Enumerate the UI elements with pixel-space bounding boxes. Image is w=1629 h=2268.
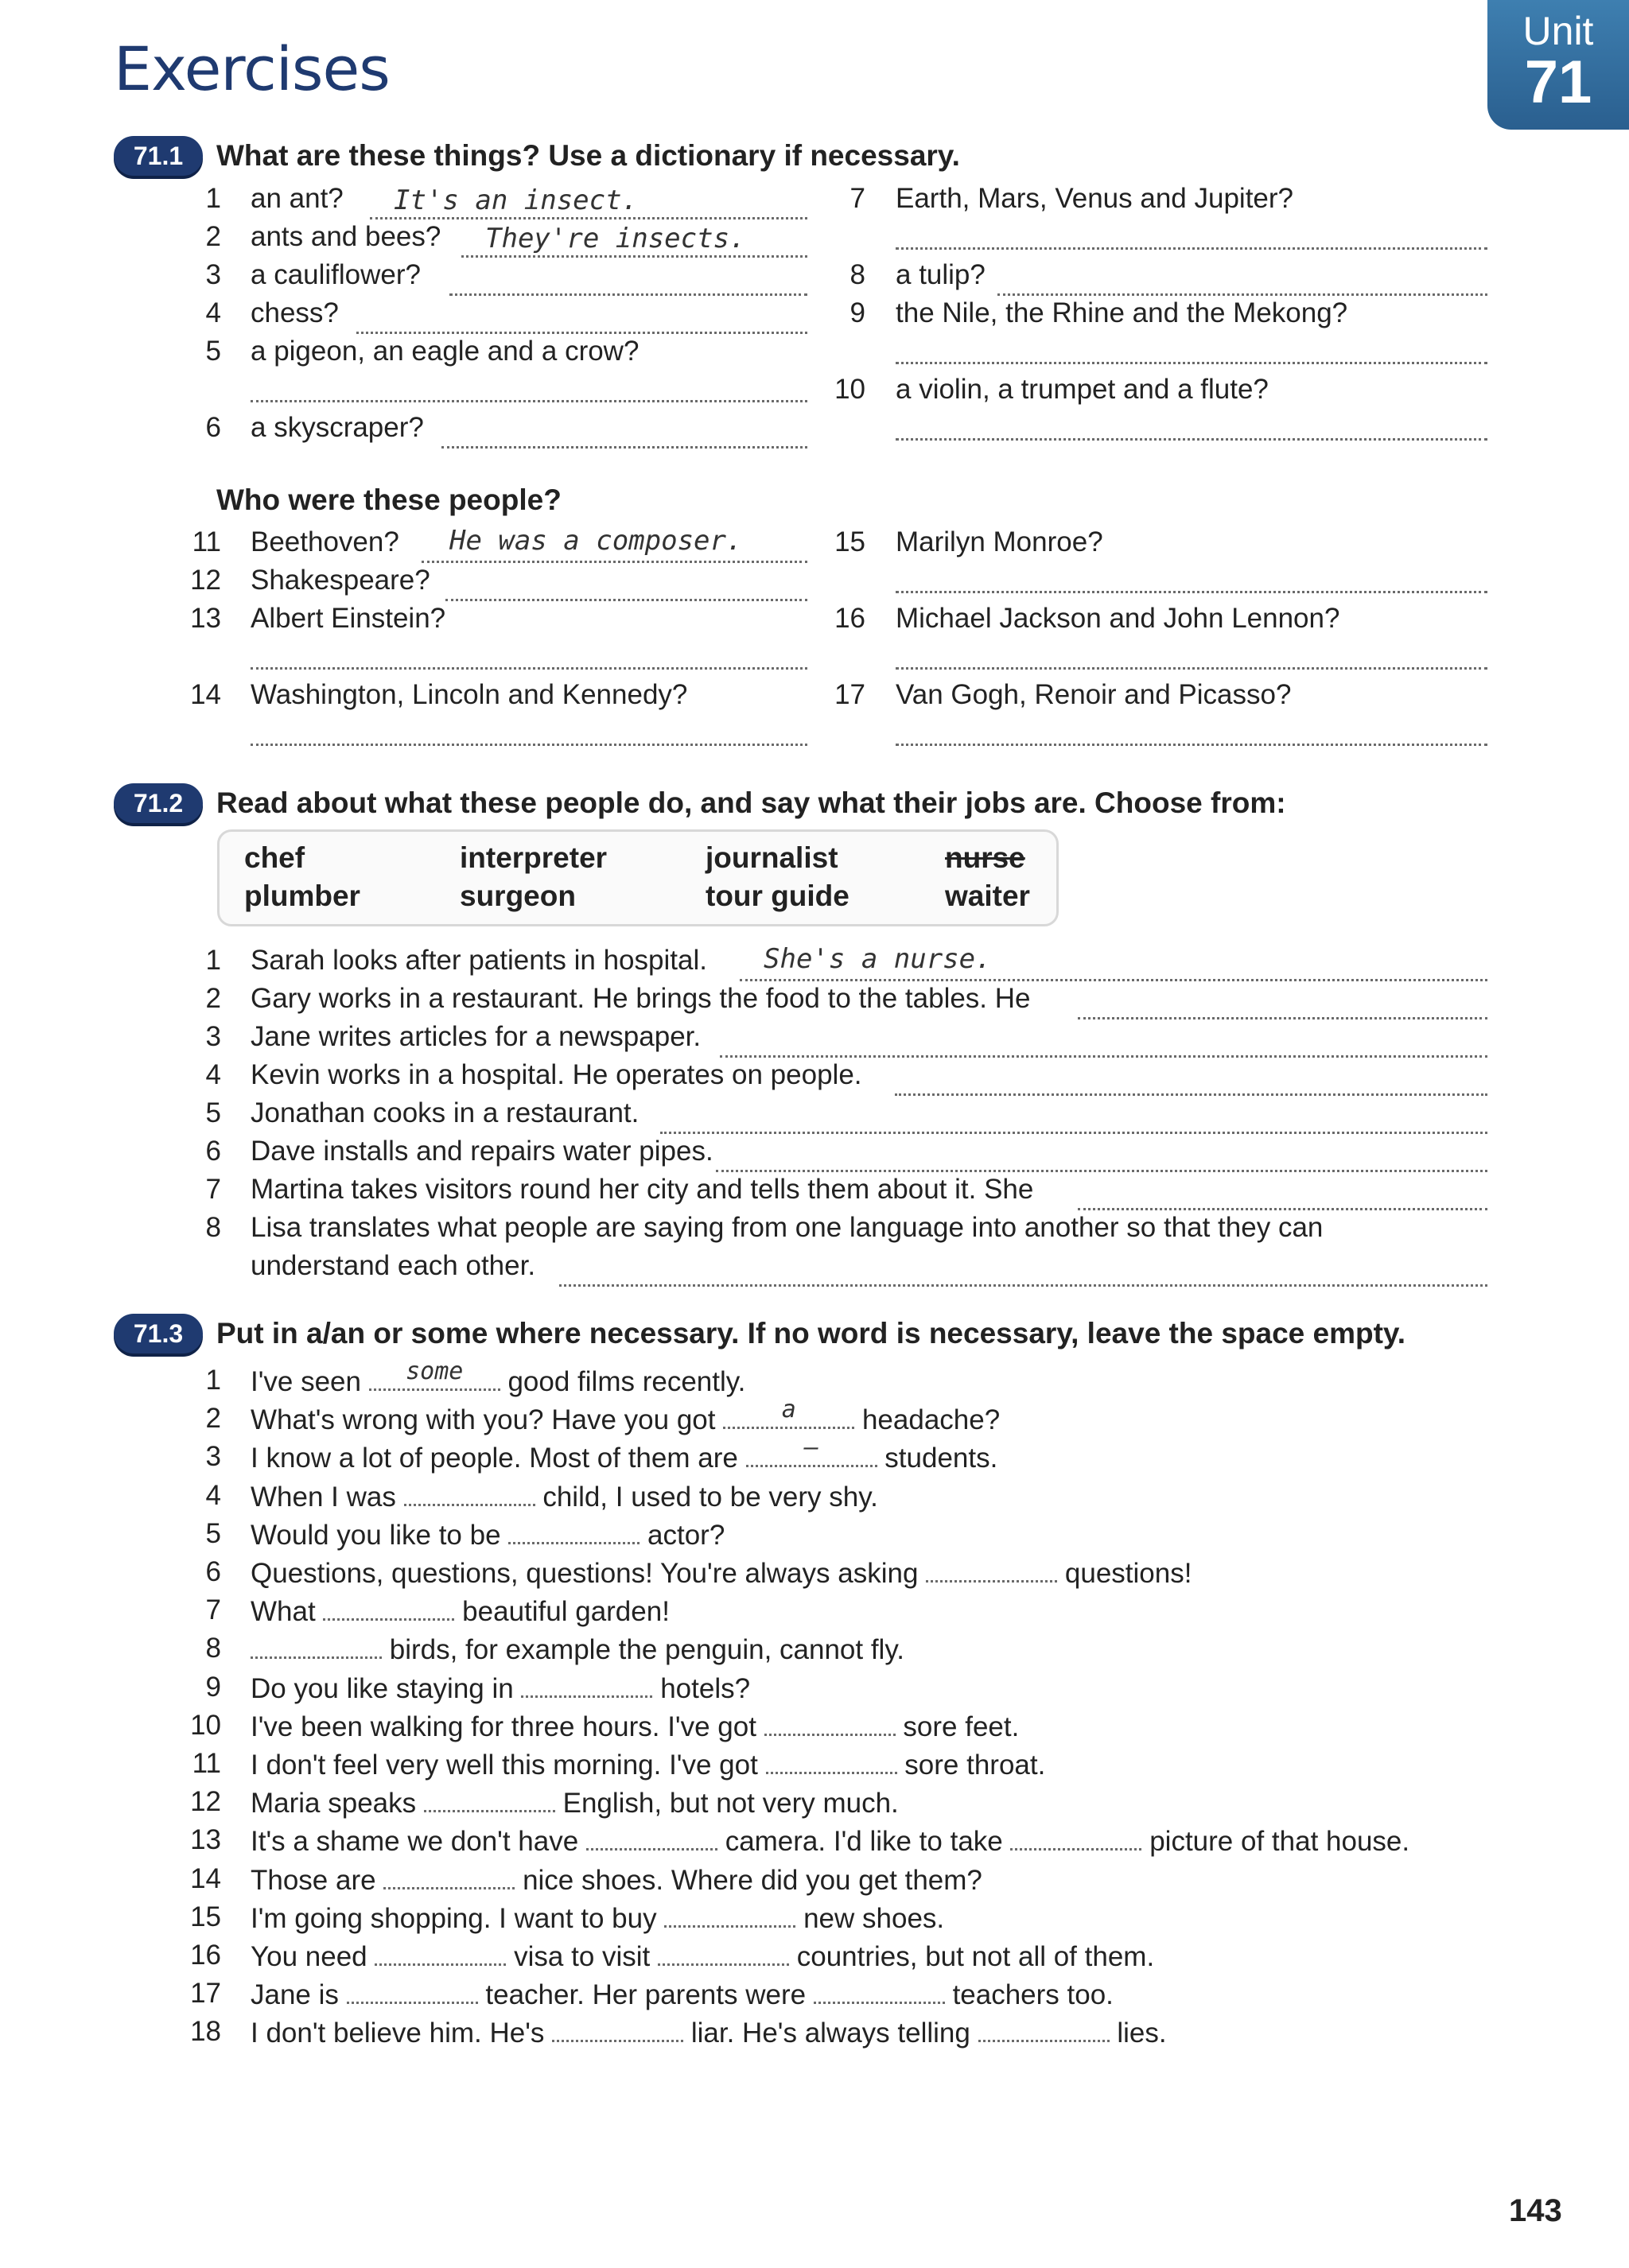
answer-line[interactable] — [449, 291, 807, 296]
item-number: 12 — [190, 565, 221, 596]
item-question: Marilyn Monroe? — [896, 526, 1103, 557]
item-number: 7 — [205, 1594, 221, 1625]
item-question: Shakespeare? — [251, 565, 430, 596]
item-question: a violin, a trumpet and a flute? — [896, 374, 1269, 405]
item-question: Beethoven? — [251, 526, 399, 557]
item-question: a tulip? — [896, 259, 986, 290]
item-question: Van Gogh, Renoir and Picasso? — [896, 679, 1292, 710]
word-option: plumber — [244, 880, 360, 912]
item-question: Albert Einstein? — [251, 603, 446, 634]
sentence — [251, 1824, 1409, 1858]
answer-line[interactable] — [896, 245, 1487, 250]
item-number: 6 — [205, 1136, 221, 1167]
fill-in-blank[interactable] — [552, 2016, 683, 2042]
fill-in-blank[interactable] — [251, 1633, 382, 1659]
answer-line[interactable] — [251, 665, 807, 670]
item-text-continued: understand each other. — [251, 1250, 536, 1281]
sentence — [251, 2016, 1167, 2049]
fill-in-blank[interactable] — [723, 1396, 854, 1429]
sentence-text: headache? — [861, 1404, 1001, 1435]
fill-in-blank[interactable] — [323, 1594, 454, 1621]
sentence-text: good films recently. — [507, 1366, 746, 1397]
item-number: 2 — [205, 1403, 221, 1434]
sentence-text: When I was — [251, 1482, 396, 1513]
sentence — [251, 1357, 746, 1398]
handwritten-answer: They're insects. — [485, 223, 746, 254]
instruction-keyword: some — [410, 1317, 488, 1350]
item-number: 12 — [190, 1786, 221, 1817]
item-number: 8 — [849, 259, 865, 290]
sentence-text: I've seen — [251, 1366, 361, 1397]
item-number: 9 — [849, 297, 865, 328]
word-option: journalist — [706, 841, 838, 874]
sentence-text: birds, for example the penguin, cannot fly. — [389, 1634, 904, 1665]
item-number: 1 — [205, 183, 221, 214]
item-number: 1 — [205, 1365, 221, 1396]
sentence-text: Would you like to be — [251, 1520, 501, 1551]
sentence-text: camera. I'd like to take — [725, 1826, 1003, 1857]
item-number: 4 — [205, 297, 221, 328]
sentence — [251, 1633, 904, 1666]
answer-line[interactable] — [251, 398, 807, 402]
sentence-text: What's wrong with you? Have you got — [251, 1404, 716, 1435]
fill-in-blank[interactable] — [521, 1672, 652, 1698]
sentence — [251, 1556, 1192, 1590]
sentence-text: child, I used to be very shy. — [542, 1482, 878, 1513]
answer-line[interactable] — [559, 1282, 1487, 1287]
sentence-text: Jane is — [251, 1979, 339, 2010]
sentence-text: actor? — [647, 1520, 725, 1551]
answer-line[interactable] — [896, 436, 1487, 441]
sentence-text: I don't feel very well this morning. I've got — [251, 1750, 758, 1781]
item-question: Washington, Lincoln and Kennedy? — [251, 679, 688, 710]
sentence — [251, 1710, 1019, 1743]
item-question: a pigeon, an eagle and a crow? — [251, 336, 640, 367]
item-number: 2 — [205, 221, 221, 252]
item-number: 15 — [190, 1901, 221, 1932]
sentence-text: It's a shame we don't have — [251, 1826, 579, 1857]
handwritten-answer: It's an insect. — [394, 184, 639, 216]
unit-tab — [1487, 0, 1629, 130]
answer-line[interactable] — [356, 329, 807, 334]
item-text: Martina takes visitors round her city and tells them about it. She — [251, 1174, 1034, 1205]
fill-in-blank[interactable] — [383, 1863, 515, 1889]
sentence-text: questions! — [1064, 1558, 1192, 1589]
word-box — [217, 829, 1059, 926]
answer-line[interactable] — [441, 444, 807, 449]
item-number: 10 — [834, 374, 865, 405]
sentence-text: lies. — [1117, 2018, 1167, 2049]
sentence — [251, 1901, 944, 1935]
sentence-text: Do you like staying in — [251, 1673, 514, 1704]
sentence-text: liar. He's always telling — [690, 2018, 970, 2049]
fill-in-blank[interactable] — [664, 1901, 795, 1928]
exercise-badge-71-1: 71.1 — [114, 136, 203, 176]
item-number: 17 — [834, 679, 865, 710]
item-number: 1 — [205, 945, 221, 976]
sentence — [251, 1594, 670, 1628]
answer-line[interactable] — [895, 1091, 1487, 1096]
answer-line[interactable] — [716, 1167, 1487, 1172]
item-number: 13 — [190, 603, 221, 634]
answer-line[interactable] — [1078, 1015, 1487, 1019]
word-option: waiter — [945, 880, 1030, 912]
page-title: Exercises — [114, 33, 390, 104]
answer-line[interactable] — [896, 359, 1487, 364]
fill-in-blank[interactable] — [658, 1940, 789, 1966]
item-number: 6 — [205, 1556, 221, 1587]
word-option: interpreter — [460, 841, 608, 874]
fill-in-blank[interactable] — [369, 1357, 500, 1391]
sentence — [251, 1518, 725, 1551]
item-number: 14 — [190, 1863, 221, 1894]
word-option: chef — [244, 841, 305, 874]
item-number: 15 — [834, 526, 865, 557]
handwritten-answer: some — [406, 1357, 464, 1385]
item-question: ants and bees? — [251, 221, 441, 252]
sentence — [251, 1978, 1114, 2011]
fill-in-blank[interactable] — [746, 1434, 877, 1467]
answer-line[interactable] — [1078, 1206, 1487, 1210]
sentence-text: Maria speaks — [251, 1788, 417, 1819]
item-number: 3 — [205, 1021, 221, 1052]
instruction-text: where necessary. If no word is necessary, leave the space empty. — [488, 1317, 1406, 1350]
item-number: 5 — [205, 1518, 221, 1549]
word-option: surgeon — [460, 880, 576, 912]
answer-line[interactable] — [997, 291, 1487, 296]
sentence-text: You need — [251, 1941, 367, 1972]
fill-in-blank[interactable] — [424, 1786, 555, 1812]
answer-line[interactable] — [740, 977, 1487, 981]
sentence — [251, 1434, 998, 1474]
sentence-text: sore throat. — [904, 1750, 1046, 1781]
item-number: 17 — [190, 1978, 221, 2009]
fill-in-blank[interactable] — [814, 1978, 945, 2004]
sentence-text: Questions, questions, questions! You're always asking — [251, 1558, 919, 1589]
item-number: 14 — [190, 679, 221, 710]
item-number: 7 — [849, 183, 865, 214]
fill-in-blank[interactable] — [375, 1940, 506, 1966]
exercise-instruction — [216, 1317, 1405, 1350]
sentence-text: I'm going shopping. I want to buy — [251, 1903, 657, 1934]
sentence-text: English, but not very much. — [562, 1788, 899, 1819]
item-question: chess? — [251, 297, 339, 328]
exercise-instruction: Read about what these people do, and say what their jobs are. Choose from: — [216, 786, 1286, 819]
item-number: 2 — [205, 983, 221, 1014]
word-option-used: nurse — [945, 841, 1025, 874]
word-option: tour guide — [706, 880, 849, 912]
item-number: 8 — [205, 1633, 221, 1664]
item-number: 4 — [205, 1059, 221, 1090]
item-text: Lisa translates what people are saying from one language into another so that they can — [251, 1212, 1324, 1243]
sentence-text: picture of that house. — [1149, 1826, 1410, 1857]
item-number: 4 — [205, 1480, 221, 1511]
item-text: Jonathan cooks in a restaurant. — [251, 1097, 640, 1128]
item-question: a skyscraper? — [251, 412, 424, 443]
sentence-text: Those are — [251, 1865, 376, 1896]
sub-heading: Who were these people? — [216, 484, 562, 516]
fill-in-blank[interactable] — [766, 1748, 897, 1774]
item-text: Sarah looks after patients in hospital. — [251, 945, 707, 976]
instruction-text: or — [365, 1317, 411, 1350]
exercise-instruction: What are these things? Use a dictionary if necessary. — [216, 139, 960, 172]
sentence — [251, 1786, 899, 1819]
answer-line[interactable] — [896, 588, 1487, 593]
answer-line[interactable] — [251, 741, 807, 746]
item-question: an ant? — [251, 183, 344, 214]
item-number: 9 — [205, 1672, 221, 1703]
sentence-text: visa to visit — [514, 1941, 651, 1972]
item-text: Jane writes articles for a newspaper. — [251, 1021, 702, 1052]
fill-in-blank[interactable] — [347, 1978, 478, 2004]
sentence-text: teachers too. — [952, 1979, 1114, 2010]
sentence — [251, 1480, 878, 1513]
sentence-text: I don't believe him. He's — [251, 2018, 545, 2049]
handwritten-answer: She's a nurse. — [764, 943, 992, 975]
item-number: 11 — [192, 526, 221, 557]
item-number: 5 — [205, 1097, 221, 1128]
item-number: 5 — [205, 336, 221, 367]
sentence-text: hotels? — [660, 1673, 751, 1704]
item-number: 8 — [205, 1212, 221, 1243]
fill-in-blank[interactable] — [586, 1824, 717, 1851]
item-number: 10 — [190, 1710, 221, 1741]
handwritten-answer: a — [781, 1396, 796, 1423]
instruction-text: Put in — [216, 1317, 307, 1350]
sentence — [251, 1940, 1154, 1973]
instruction-keyword: a/an — [306, 1317, 366, 1350]
sentence — [251, 1396, 1001, 1436]
page-number: 143 — [1509, 2193, 1562, 2228]
exercise-badge-71-3: 71.3 — [114, 1314, 203, 1353]
item-number: 7 — [205, 1174, 221, 1205]
sentence-text: students. — [884, 1443, 998, 1474]
answer-line[interactable] — [720, 1053, 1487, 1058]
item-text: Gary works in a restaurant. He brings the food to the tables. He — [251, 983, 1031, 1014]
fill-in-blank[interactable] — [404, 1480, 535, 1506]
fill-in-blank[interactable] — [926, 1556, 1057, 1583]
answer-line[interactable] — [445, 596, 807, 601]
sentence-text: nice shoes. Where did you get them? — [523, 1865, 982, 1896]
item-number: 3 — [205, 259, 221, 290]
unit-number: 71 — [1524, 49, 1592, 116]
sentence-text: new shoes. — [803, 1903, 945, 1934]
sentence-text: I know a lot of people. Most of them are — [251, 1443, 738, 1474]
fill-in-blank[interactable] — [764, 1710, 896, 1736]
sentence — [251, 1672, 750, 1705]
answer-line[interactable] — [896, 741, 1487, 746]
answer-line[interactable] — [422, 558, 807, 563]
item-number: 16 — [190, 1940, 221, 1971]
sentence — [251, 1863, 982, 1897]
sentence-text: sore feet. — [903, 1711, 1020, 1742]
item-number: 6 — [205, 412, 221, 443]
sentence-text: What — [251, 1596, 316, 1627]
sentence-text: teacher. Her parents were — [485, 1979, 807, 2010]
exercise-badge-71-2: 71.2 — [114, 783, 203, 823]
item-number: 13 — [190, 1824, 221, 1855]
item-question: Michael Jackson and John Lennon? — [896, 603, 1340, 634]
unit-label: Unit — [1522, 9, 1594, 53]
sentence-text: countries, but not all of them. — [796, 1941, 1155, 1972]
item-text: Dave installs and repairs water pipes. — [251, 1136, 713, 1167]
item-text: Kevin works in a hospital. He operates on people. — [251, 1059, 862, 1090]
handwritten-answer: – — [804, 1434, 819, 1462]
item-question: a cauliflower? — [251, 259, 421, 290]
item-question: the Nile, the Rhine and the Mekong? — [896, 297, 1348, 328]
fill-in-blank[interactable] — [1010, 1824, 1141, 1851]
sentence — [251, 1748, 1045, 1781]
sentence-text: I've been walking for three hours. I've got — [251, 1711, 756, 1742]
item-question: Earth, Mars, Venus and Jupiter? — [896, 183, 1293, 214]
answer-line[interactable] — [896, 665, 1487, 670]
handwritten-answer: He was a composer. — [449, 525, 743, 557]
item-number: 18 — [190, 2016, 221, 2047]
item-number: 16 — [834, 603, 865, 634]
fill-in-blank[interactable] — [978, 2016, 1110, 2042]
answer-line[interactable] — [660, 1129, 1487, 1134]
fill-in-blank[interactable] — [508, 1518, 640, 1544]
item-number: 3 — [205, 1441, 221, 1472]
item-number: 11 — [192, 1748, 221, 1779]
sentence-text: beautiful garden! — [462, 1596, 670, 1627]
